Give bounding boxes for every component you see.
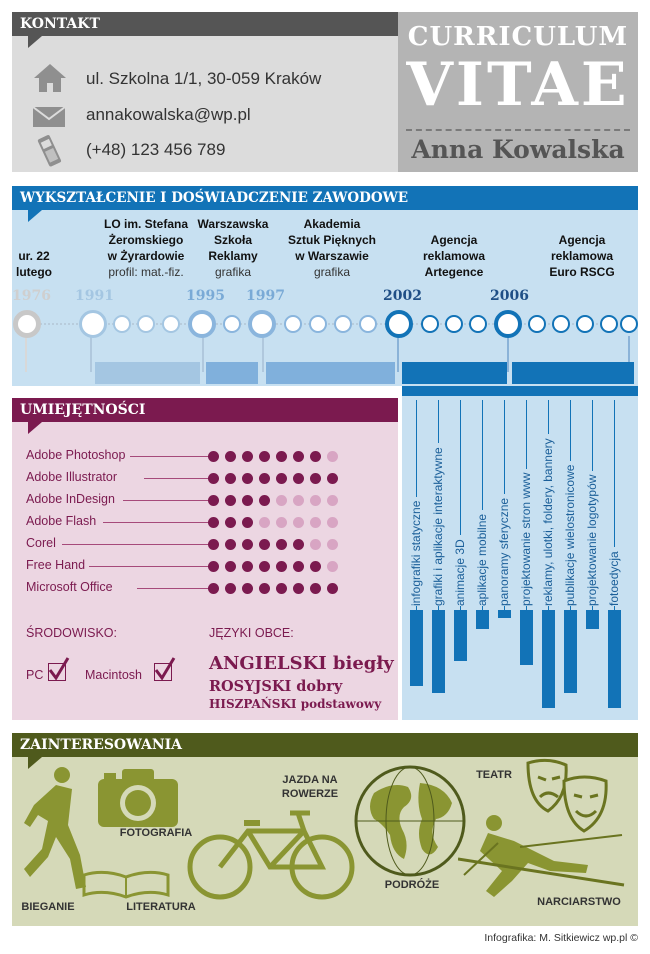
- skill-dot: [259, 473, 270, 484]
- entry-sub: grafika: [214, 265, 252, 279]
- tool-bar: [608, 610, 621, 708]
- timeline-node: [528, 315, 546, 333]
- skill-row: [26, 514, 386, 532]
- skill-dot: [327, 473, 338, 484]
- tool-bar: [498, 610, 511, 618]
- skill-dot: [276, 583, 287, 594]
- entry-academy: [274, 216, 390, 280]
- tool-bar: [432, 610, 445, 693]
- contact-section: [12, 12, 398, 172]
- skill-dot: [310, 495, 321, 506]
- skill-dot: [259, 517, 270, 528]
- skill-dot: [259, 561, 270, 572]
- tool-bar: [564, 610, 577, 693]
- skill-dot: [310, 517, 321, 528]
- timeline-node-1976: [13, 310, 41, 338]
- timeline-node: [309, 315, 327, 333]
- entry-highschool: [90, 216, 202, 280]
- skill-dot: [242, 473, 253, 484]
- skills-section: [12, 398, 398, 720]
- interest-running: BIEGANIE: [21, 901, 75, 913]
- skill-name: Adobe Photoshop: [26, 448, 126, 462]
- skier-icon: [458, 811, 628, 901]
- timeline-tick: [202, 336, 204, 372]
- bicycle-icon: [186, 807, 356, 903]
- skill-dot: [225, 473, 236, 484]
- entry-title: ur. 22 lutego: [16, 249, 52, 279]
- timeline-tick: [507, 336, 509, 372]
- timeline-node-1991: [79, 310, 107, 338]
- tool-label: infografiki statyczne: [409, 497, 423, 606]
- interests-title: ZAINTERESOWANIA: [12, 733, 638, 757]
- skill-dot: [208, 495, 219, 506]
- skill-name: Microsoft Office: [26, 580, 113, 594]
- skill-dot: [242, 517, 253, 528]
- period-highschool: [95, 362, 200, 384]
- skill-dot: [242, 561, 253, 572]
- skill-dot: [293, 561, 304, 572]
- timeline-node: [620, 315, 638, 333]
- tool-bar: [542, 610, 555, 708]
- skill-dot: [225, 451, 236, 462]
- language-english: ANGIELSKI biegły: [209, 653, 394, 674]
- envelope-icon: [32, 105, 66, 129]
- period-artegence: [402, 362, 507, 384]
- checkmark-icon: [152, 656, 178, 682]
- skill-name: Corel: [26, 536, 56, 550]
- skill-dot: [327, 583, 338, 594]
- timeline-tick: [90, 336, 92, 372]
- languages-title: JĘZYKI OBCE:: [209, 626, 294, 640]
- language-russian: ROSYJSKI dobry: [209, 678, 343, 695]
- interest-literature: LITERATURA: [126, 901, 196, 913]
- interest-theatre: TEATR: [476, 769, 512, 781]
- timeline-node: [469, 315, 487, 333]
- timeline-node-1997: [248, 310, 276, 338]
- skill-leader-line: [123, 500, 210, 501]
- skill-row: [26, 558, 386, 576]
- runner-icon: [22, 765, 88, 895]
- person-name: Anna Kowalska: [411, 135, 625, 164]
- period-eurorscg: [512, 362, 634, 384]
- timeline-node: [552, 315, 570, 333]
- interest-skiing: NARCIARSTWO: [537, 896, 621, 908]
- entry-title: Akademia Sztuk Pięknych w Warszawie: [287, 217, 377, 263]
- cv-header: [398, 12, 638, 172]
- tool-label: panoramy sferyczne: [497, 494, 511, 606]
- address-text: ul. Szkolna 1/1, 30-059 Kraków: [86, 69, 322, 88]
- book-icon: [80, 869, 172, 899]
- skill-dot: [293, 583, 304, 594]
- timeline-node: [334, 315, 352, 333]
- skill-dot: [208, 561, 219, 572]
- timeline-node: [223, 315, 241, 333]
- entry-eurorscg: [534, 232, 630, 280]
- camera-icon: [96, 767, 180, 829]
- skill-dot: [327, 451, 338, 462]
- timeline-node-2006: [494, 310, 522, 338]
- skill-dot: [225, 583, 236, 594]
- timeline-node: [359, 315, 377, 333]
- skill-row: [26, 448, 386, 466]
- tool-label: fotoedycja: [607, 547, 621, 606]
- skill-dot: [276, 451, 287, 462]
- skill-dot: [242, 583, 253, 594]
- entry-sub: profil: mat.-fiz.: [108, 265, 184, 279]
- skill-dot: [208, 517, 219, 528]
- skill-dot: [225, 561, 236, 572]
- entry-title: Agencja reklamowa Artegence: [422, 233, 486, 279]
- interest-cycling: JAZDA NA ROWERZE: [281, 774, 339, 800]
- skill-leader-line: [130, 456, 210, 457]
- skill-name: Free Hand: [26, 558, 86, 572]
- skill-dot: [293, 517, 304, 528]
- timeline-node: [113, 315, 131, 333]
- skill-dot: [259, 451, 270, 462]
- year-label: 1991: [75, 288, 114, 304]
- skill-leader-line: [103, 522, 210, 523]
- education-section: [12, 186, 638, 386]
- skill-dot: [242, 495, 253, 506]
- skill-dot: [208, 451, 219, 462]
- skill-dot: [276, 561, 287, 572]
- education-title: WYKSZTAŁCENIE I DOŚWIADCZENIE ZAWODOWE: [12, 186, 638, 210]
- skill-dot: [310, 473, 321, 484]
- skill-dot: [225, 539, 236, 550]
- credit-text: Infografika: M. Sitkiewicz wp.pl ©: [484, 932, 638, 944]
- skill-leader-line: [144, 478, 210, 479]
- tool-label: projektowanie logotypów: [585, 471, 599, 606]
- entry-birth: [12, 248, 56, 280]
- tool-bar: [476, 610, 489, 629]
- skill-dot: [276, 517, 287, 528]
- interests-section: [12, 733, 638, 926]
- skill-dot: [310, 583, 321, 594]
- tool-label: reklamy, ulotki, foldery, bannery: [541, 434, 555, 606]
- skill-dot: [276, 495, 287, 506]
- cv-title-line2: VITAE: [406, 50, 630, 120]
- tool-bar: [454, 610, 467, 661]
- education-title-tail: [28, 210, 42, 222]
- interest-photography: FOTOGRAFIA: [119, 827, 193, 839]
- skills-title: UMIEJĘTNOŚCI: [12, 398, 398, 422]
- language-spanish: HISZPAŃSKI podstawowy: [209, 697, 382, 711]
- skill-dot: [242, 539, 253, 550]
- timeline-node: [284, 315, 302, 333]
- entry-title: Agencja reklamowa Euro RSCG: [549, 233, 615, 279]
- contact-title-tail: [28, 36, 42, 48]
- timeline-tick: [25, 336, 27, 372]
- skill-dot: [293, 451, 304, 462]
- timeline-node: [137, 315, 155, 333]
- env-macintosh: Macintosh: [85, 668, 142, 682]
- entry-artegence: [402, 232, 506, 280]
- period-academy: [266, 362, 395, 384]
- interest-travel: PODRÓŻE: [384, 879, 440, 891]
- home-icon: [32, 62, 68, 94]
- skill-dot: [310, 539, 321, 550]
- tool-label: grafiki i aplikacje interaktywne: [431, 443, 445, 606]
- entry-sub: grafika: [313, 265, 351, 279]
- entry-title: Warszawska Szkoła Reklamy: [197, 217, 269, 263]
- tool-label: projektowanie stron www: [519, 469, 533, 606]
- skill-leader-line: [62, 544, 210, 545]
- skill-row: [26, 470, 386, 488]
- skill-dot: [225, 495, 236, 506]
- tool-bar: [410, 610, 423, 686]
- skill-name: Adobe InDesign: [26, 492, 115, 506]
- year-label: 2002: [383, 288, 422, 304]
- skill-dot: [259, 583, 270, 594]
- year-label: 1976: [12, 288, 51, 304]
- year-label: 1997: [246, 288, 285, 304]
- cv-divider: [406, 129, 630, 131]
- skill-dot: [208, 583, 219, 594]
- timeline-node: [421, 315, 439, 333]
- skill-dot: [293, 495, 304, 506]
- phone-text: (+48) 123 456 789: [86, 140, 226, 159]
- skill-dot: [310, 561, 321, 572]
- entry-title: LO im. Stefana Żeromskiego w Żyrardowie: [103, 217, 189, 263]
- tool-label: animacje 3D: [453, 535, 467, 606]
- timeline-node: [600, 315, 618, 333]
- entry-ad-school: [190, 216, 276, 280]
- skill-name: Adobe Illustrator: [26, 470, 118, 484]
- skill-dot: [242, 451, 253, 462]
- environment-title: ŚRODOWISKO:: [26, 626, 117, 640]
- timeline-node: [445, 315, 463, 333]
- timeline-node: [576, 315, 594, 333]
- globe-icon: [352, 763, 468, 879]
- skill-dot: [276, 473, 287, 484]
- timeline-tick: [397, 336, 399, 372]
- skill-row: [26, 536, 386, 554]
- timeline-node-2002: [385, 310, 413, 338]
- year-label: 1995: [186, 288, 225, 304]
- skill-dot: [225, 517, 236, 528]
- period-ad-school: [206, 362, 258, 384]
- cv-title-line1: CURRICULUM: [407, 22, 629, 52]
- skill-row: [26, 580, 386, 598]
- skill-name: Adobe Flash: [26, 514, 97, 528]
- skill-dot: [293, 473, 304, 484]
- skill-dot: [208, 473, 219, 484]
- timeline-node: [162, 315, 180, 333]
- skill-dot: [208, 539, 219, 550]
- skill-leader-line: [89, 566, 210, 567]
- skill-dot: [259, 495, 270, 506]
- phone-icon: [34, 134, 64, 168]
- contact-title: KONTAKT: [12, 12, 398, 36]
- skill-dot: [259, 539, 270, 550]
- skill-dot: [327, 561, 338, 572]
- skill-dot: [276, 539, 287, 550]
- tool-label: publikacje wielostronicowe: [563, 461, 577, 606]
- skill-leader-line: [137, 588, 210, 589]
- timeline-tick: [262, 336, 264, 372]
- skill-row: [26, 492, 386, 510]
- tool-bar: [586, 610, 599, 629]
- tool-label: aplikacje mobilne: [475, 510, 489, 606]
- env-pc: PC: [26, 668, 44, 682]
- year-label: 2006: [490, 288, 529, 304]
- email-link[interactable]: annakowalska@wp.pl: [86, 105, 251, 124]
- timeline-node-1995: [188, 310, 216, 338]
- skill-dot: [327, 495, 338, 506]
- skill-dot: [327, 539, 338, 550]
- skills-bars: [402, 386, 638, 720]
- tool-bar: [520, 610, 533, 665]
- skill-dot: [327, 517, 338, 528]
- skill-dot: [310, 451, 321, 462]
- skill-dot: [293, 539, 304, 550]
- checkmark-icon: [46, 656, 72, 682]
